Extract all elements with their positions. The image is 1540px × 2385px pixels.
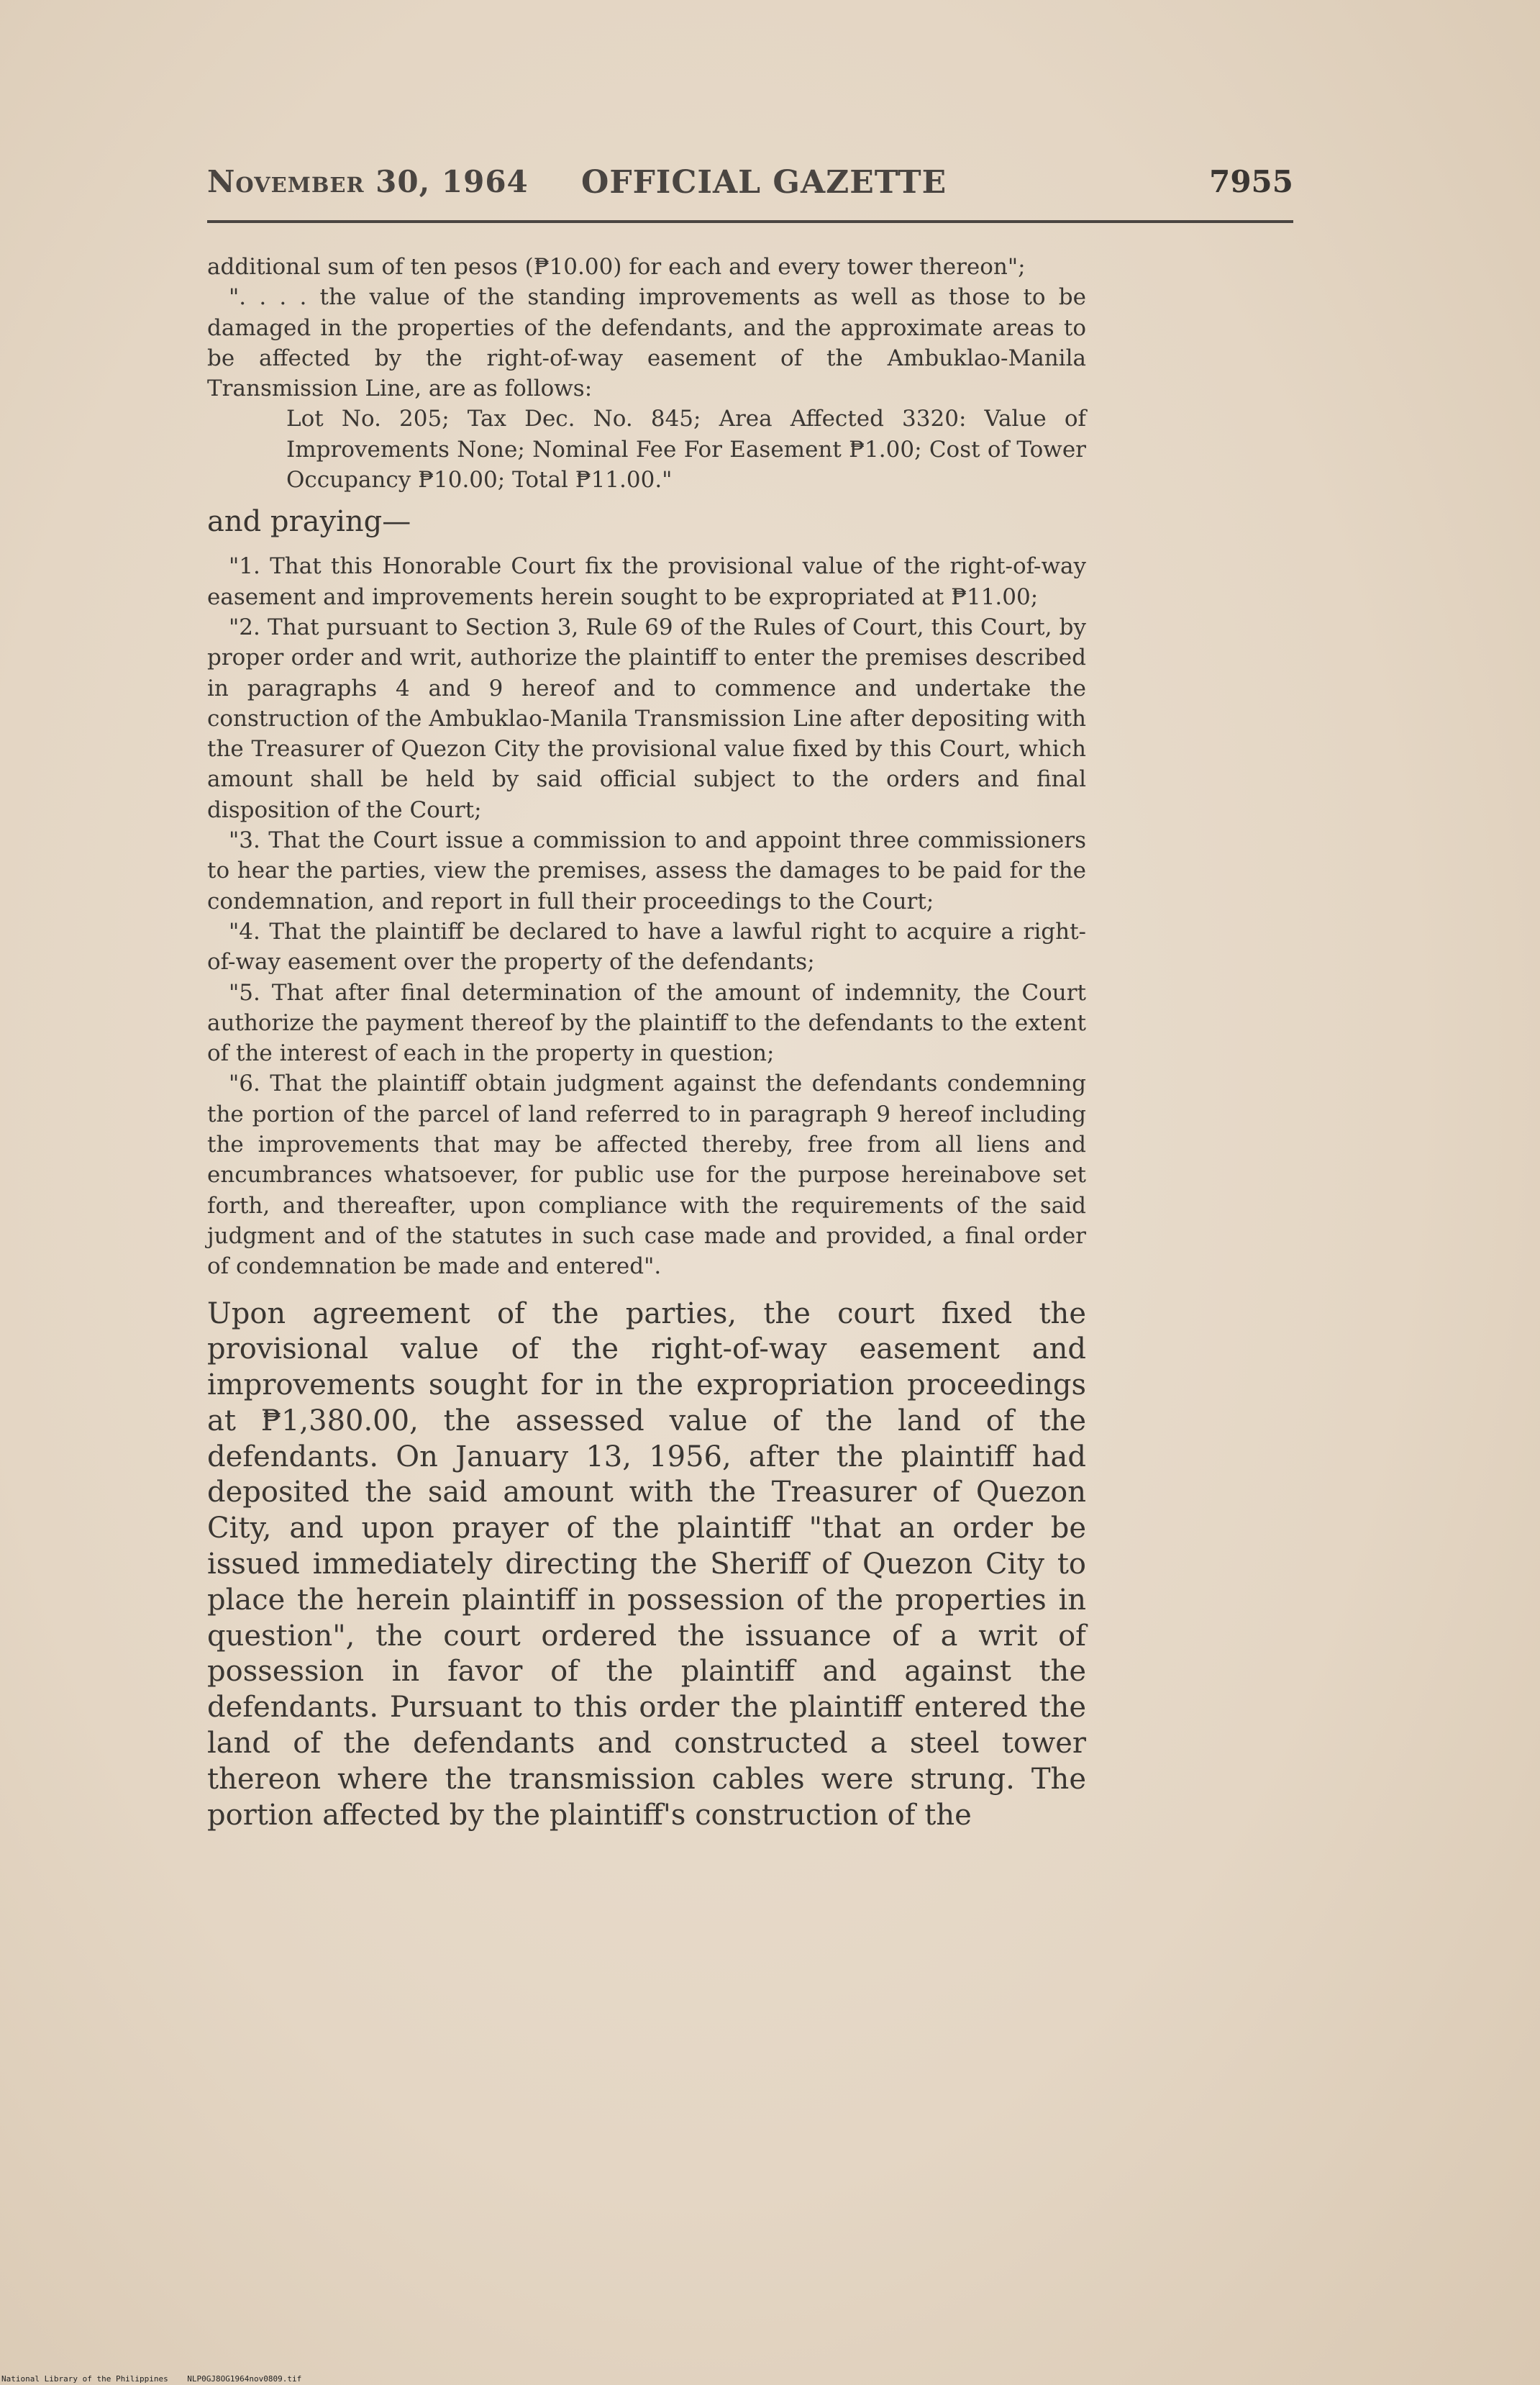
header-rule — [207, 220, 1293, 223]
quoted-paragraph: additional sum of ten pesos (₱10.00) for each and every tower thereon"; — [207, 254, 1026, 280]
quoted-paragraph: ". . . . the value of the standing improvements as well as those to be damaged in the properties of the defendants, and the approximate areas to be affected by the right-of-way easement of the Ambuklao-Manila Transmission Line, are as follows: — [207, 284, 1086, 402]
scan-footer — [1, 2374, 301, 2384]
prayer-item: "4. That the plaintiff be declared to have a lawful right to acquire a right-of-way easement over the property of the defendants; — [207, 918, 1086, 976]
publication-title: OFFICIAL GAZETTE — [581, 164, 947, 201]
library-credit: National Library of the Philippines — [1, 2374, 168, 2384]
issue-date: November 30, 1964 — [207, 164, 529, 199]
prayer-item: "6. That the plaintiff obtain judgment against the defendants condemning the portion of the parcel of land referred to in paragraph 9 hereof including the improvements that may be affected thereby, free from all liens and encumbrances whatsoever, for public use for the purpose hereinabove set forth, and thereafter, upon compliance with the requirements of the said judgment and of the statutes in such case made and provided, a final order of condemnation be made and entered". — [207, 1071, 1086, 1280]
prayer-item: "3. That the Court issue a commission to and appoint three commissioners to hear the parties, view the premises, assess the damages to be paid for the condemnation, and report in full their proceedings to the Court; — [207, 827, 1086, 914]
page-header — [207, 164, 1293, 207]
body-paragraph: Upon agreement of the parties, the court fixed the provisional value of the right-of-way easement and improvements sought for in the expropriation proceedings at ₱1,380.00, the assessed value of the land of the defendants. On January 13, 1956, after the plaintiff had deposited the said amount with the Treasurer of Quezon City, and upon prayer of the plaintiff "that an order be issued immediately directing the Sheriff of Quezon City to place the herein plaintiff in possession of the properties in question", the court ordered the issuance of a writ of possession in favor of the plaintiff and against the defendants. Pursuant to this order the plaintiff entered the land of the defendants and constructed a steel tower thereon where the transmission cables were strung. The portion affected by the plaintiff's construction of the — [207, 1296, 1086, 1832]
lot-details: Lot No. 205; Tax Dec. No. 845; Area Affected 3320: Value of Improvements None; Nominal Fee For Easement ₱1.00; Cost of Tower Occupancy ₱10.00; Total ₱11.00." — [286, 406, 1086, 494]
praying-label: and praying— — [207, 505, 411, 539]
prayer-item: "1. That this Honorable Court fix the provisional value of the right-of-way easement and improvements herein sought to be expropriated at ₱11.00; — [207, 553, 1086, 610]
prayer-item: "2. That pursuant to Section 3, Rule 69 of the Rules of Court, this Court, by proper order and writ, authorize the plaintiff to enter the premises described in paragraphs 4 and 9 hereof and to commence and undertake the construction of the Ambuklao-Manila Transmission Line after depositing with the Treasurer of Quezon City the provisional value fixed by this Court, which amount shall be held by said official subject to the orders and final disposition of the Court; — [207, 614, 1086, 823]
prayer-item: "5. That after final determination of the amount of indemnity, the Court authorize the payment thereof by the plaintiff to the defendants to the extent of the interest of each in the property in question; — [207, 979, 1086, 1067]
page-body — [207, 252, 1086, 1833]
page-number: 7955 — [1209, 164, 1293, 199]
scan-filename: NLP0GJ8OG1964nov0809.tif — [187, 2374, 302, 2384]
